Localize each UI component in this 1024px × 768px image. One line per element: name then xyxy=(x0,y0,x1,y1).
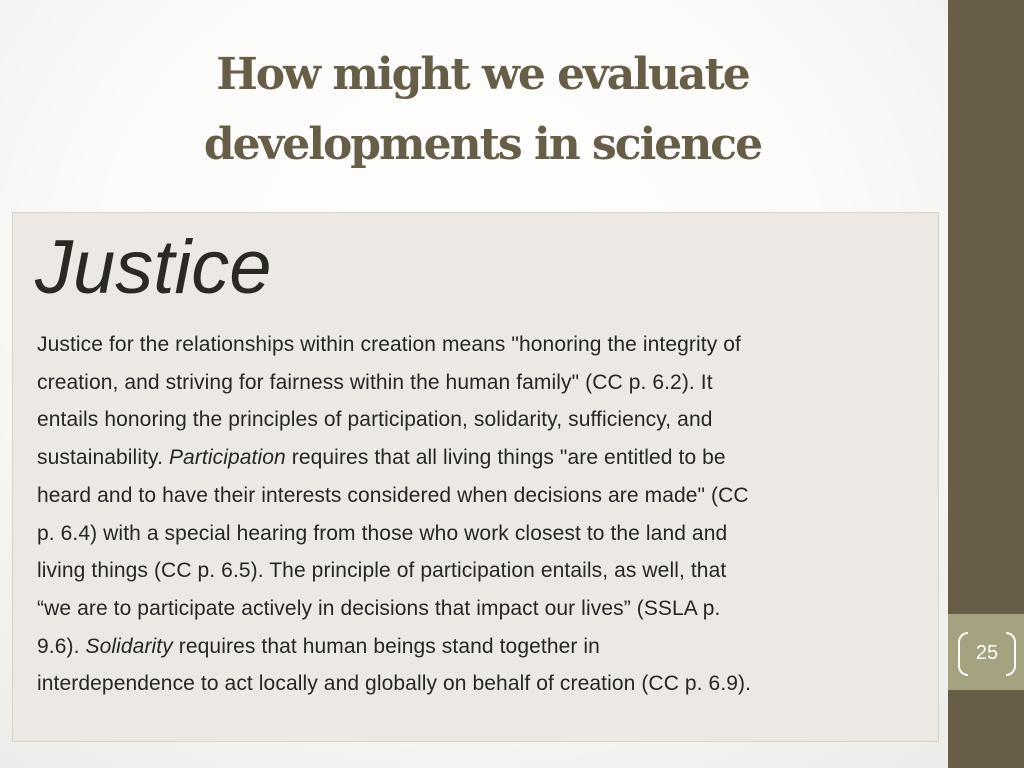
body-line: entails honoring the principles of participation, solidarity, sufficiency, and xyxy=(37,408,713,432)
page-number: 25 xyxy=(975,642,999,664)
slide-title xyxy=(40,40,925,180)
body-text-run: requires that all living things "are entitled to be xyxy=(285,446,726,470)
slide-title-line2: developments in science xyxy=(203,119,762,170)
solidarity-term: Solidarity xyxy=(85,634,173,658)
body-line: “we are to participate actively in decisions that impact our lives” (SSLA p. xyxy=(37,596,721,620)
slide-title-line1: How might we evaluate xyxy=(216,49,749,100)
body-text-run: requires that human beings stand together in xyxy=(172,634,600,658)
section-heading: Justice xyxy=(35,225,272,310)
body-line: living things (CC p. 6.5). The principle of participation entails, as well, that xyxy=(37,559,727,583)
body-line: interdependence to act locally and globally on behalf of creation (CC p. 6.9). xyxy=(37,672,752,696)
body-line: creation, and striving for fairness within the human family" (CC p. 6.2). It xyxy=(37,370,713,394)
body-line xyxy=(37,628,927,666)
content-box xyxy=(12,212,939,742)
body-line: heard and to have their interests considered when decisions are made" (CC xyxy=(37,483,749,507)
body-paragraph xyxy=(37,326,927,703)
body-text-run: sustainability. xyxy=(37,446,169,470)
body-line: p. 6.4) with a special hearing from those who work closest to the land and xyxy=(37,521,728,545)
body-text-run: 9.6). xyxy=(37,634,86,658)
body-line: Justice for the relationships within creation means "honoring the integrity of xyxy=(37,333,741,356)
participation-term: Participation xyxy=(168,446,286,470)
body-line xyxy=(37,439,927,477)
